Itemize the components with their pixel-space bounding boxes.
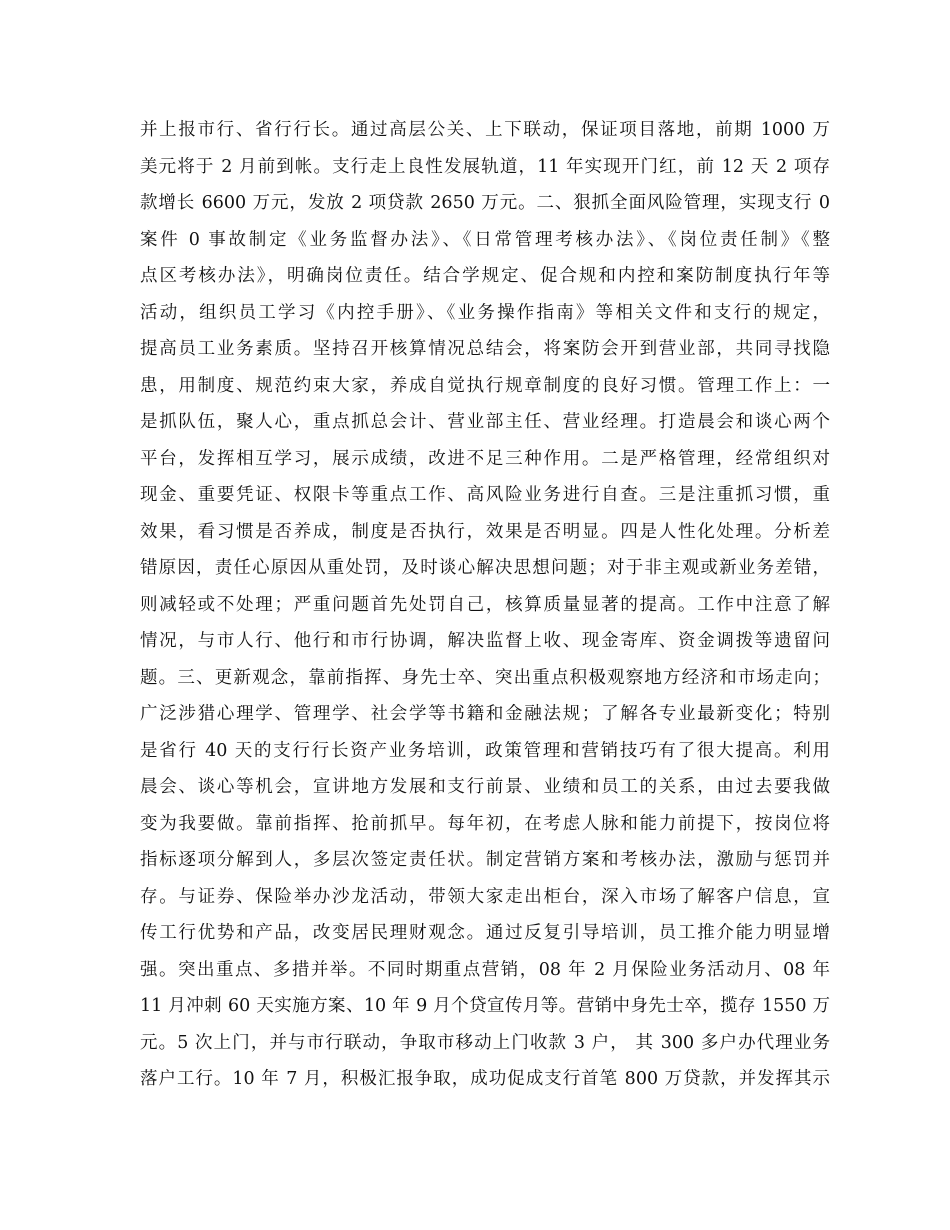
text-line: 活动，组织员工学习《内控手册》、《业务操作指南》等相关文件和支行的规定， (140, 302, 830, 323)
text-line: 提高员工业务素质。坚持召开核算情况总结会，将案防会开到营业部，共同寻找隐 (140, 339, 830, 359)
text-line: 晨会、谈心等机会，宣讲地方发展和支行前景、业绩和员工的关系，由过去要我做 (140, 777, 830, 797)
text-line: 变为我要做。靠前指挥、抢前抓早。每年初，在考虑人脉和能力前提下，按岗位将 (140, 813, 830, 834)
text-line: 情况，与市人行、他行和市行协调，解决监督上收、现金寄库、资金调拨等遗留问 (140, 631, 830, 651)
text-line: 存。与证券、保险举办沙龙活动，带领大家走出柜台，深入市场了解客户信息，宣 (140, 886, 830, 907)
text-line: 错原因，责任心原因从重处罚，及时谈心解决思想问题；对于非主观或新业务差错， (140, 558, 830, 578)
text-line: 元。5 次上门，并与市行联动，争取市移动上门收款 3 户， 其 300 多户办代理业务 (140, 1032, 830, 1053)
text-line: 是省行 40 天的支行行长资产业务培训，政策管理和营销技巧有了很大提高。利用 (140, 740, 830, 761)
text-line: 现金、重要凭证、权限卡等重点工作、高风险业务进行自查。三是注重抓习惯，重 (140, 485, 830, 505)
text-line: 传工行优势和产品，改变居民理财观念。通过反复引导培训，员工推介能力明显增 (140, 923, 830, 943)
text-line: 平台，发挥相互学习，展示成绩，改进不足三种作用。二是严格管理，经常组织对 (140, 448, 830, 469)
text-line: 款增长 6600 万元，发放 2 项贷款 2650 万元。二、狠抓全面风险管理，实现支行 0 (140, 193, 830, 213)
text-line: 指标逐项分解到人，多层次签定责任状。制定营销方案和考核办法，激励与惩罚并 (140, 850, 830, 870)
text-line: 效果，看习惯是否养成，制度是否执行，效果是否明显。四是人性化处理。分析差 (140, 521, 830, 542)
text-line: 11 月冲刺 60 天实施方案、10 年 9 月个贷宣传月等。营销中身先士卒，揽存 1550 万 (140, 996, 830, 1016)
text-line: 点区考核办法》，明确岗位责任。结合学规定、促合规和内控和案防制度执行年等 (140, 266, 830, 286)
text-line: 是抓队伍，聚人心，重点抓总会计、营业部主任、营业经理。打造晨会和谈心两个 (140, 412, 830, 432)
text-line: 患，用制度、规范约束大家，养成自觉执行规章制度的良好习惯。管理工作上：一 (140, 375, 830, 396)
text-line: 案件 0 事故制定《业务监督办法》、《日常管理考核办法》、《岗位责任制》《整 (140, 229, 830, 250)
text-line: 美元将于 2 月前到帐。支行走上良性发展轨道，11 年实现开门红，前 12 天 2 项存 (140, 156, 830, 177)
text-line: 落户工行。10 年 7 月，积极汇报争取，成功促成支行首笔 800 万贷款，并发挥其示 (140, 1069, 830, 1089)
text-line: 并上报市行、省行行长。通过高层公关、上下联动，保证项目落地，前期 1000 万 (140, 120, 830, 140)
text-line: 则减轻或不处理；严重问题首先处罚自己，核算质量显著的提高。工作中注意了解 (140, 594, 830, 615)
text-line: 题。三、更新观念，靠前指挥、身先士卒、突出重点积极观察地方经济和市场走向； (140, 667, 830, 688)
body-text (140, 112, 830, 1098)
text-line: 强。突出重点、多措并举。不同时期重点营销，08 年 2 月保险业务活动月、08 年 (140, 959, 830, 980)
text-line: 广泛涉猎心理学、管理学、社会学等书籍和金融法规；了解各专业最新变化；特别 (140, 704, 830, 724)
